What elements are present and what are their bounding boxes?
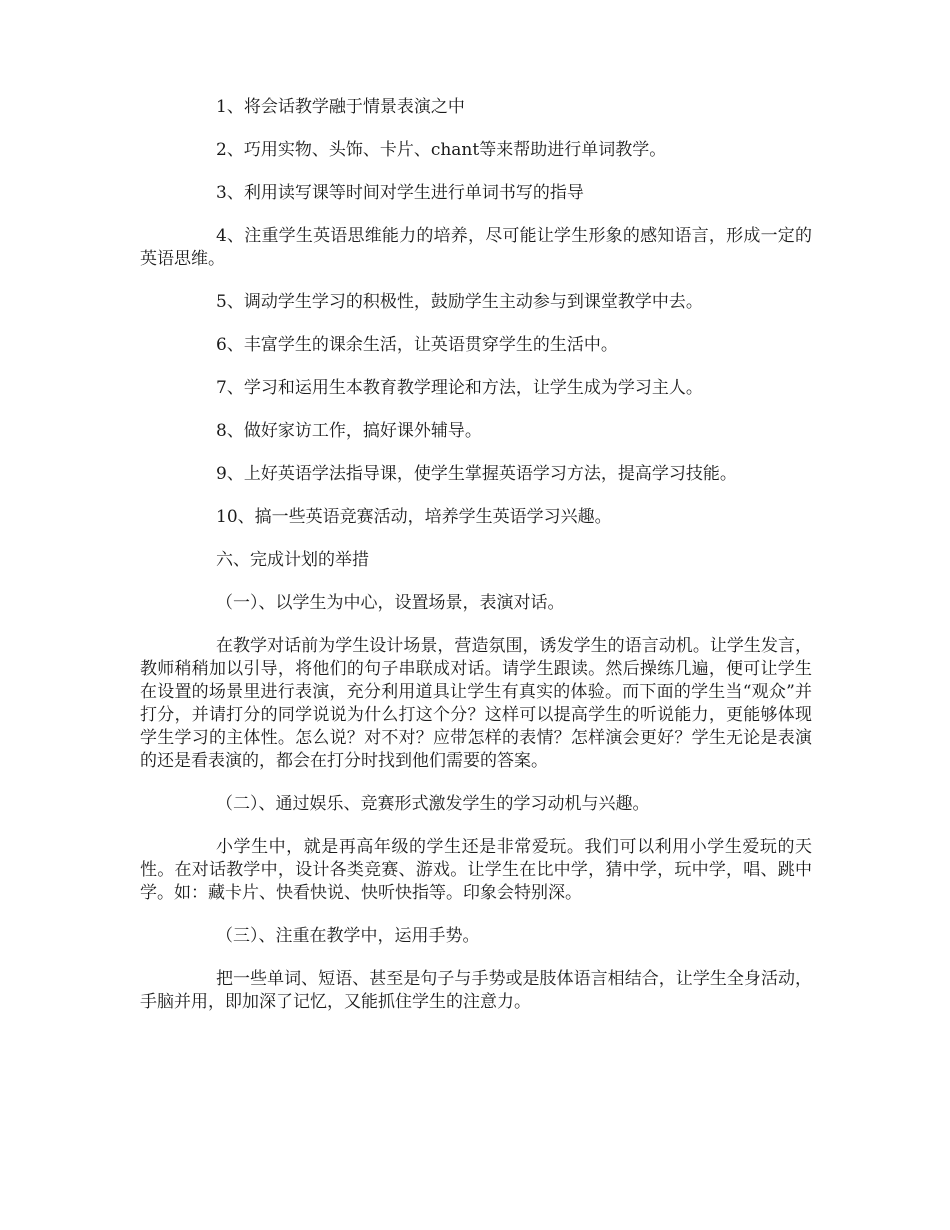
list-item-3: 3、利用读写课等时间对学生进行单词书写的指导 [216, 183, 584, 203]
subheading-2: （二）、通过娱乐、竞赛形式激发学生的学习动机与兴趣。 [216, 794, 650, 814]
body-paragraph-3: 把一些单词、短语、甚至是句子与手势或是肢体语言相结合，让学生全身活动，手脑并用，即加深了记忆，又能抓住学生的注意力。 [140, 969, 812, 1012]
list-item-5: 5、调动学生学习的积极性，鼓励学生主动参与到课堂教学中去。 [216, 292, 703, 312]
list-item-10: 10、搞一些英语竞赛活动，培养学生英语学习兴趣。 [216, 507, 612, 527]
document-body [140, 96, 812, 1034]
list-item-8: 8、做好家访工作，搞好课外辅导。 [216, 421, 482, 441]
list-item-4: 4、注重学生英语思维能力的培养，尽可能让学生形象的感知语言，形成一定的英语思维。 [140, 226, 812, 269]
body-paragraph-2: 小学生中，就是再高年级的学生还是非常爱玩。我们可以利用小学生爱玩的天性。在对话教学中，设计各类竞赛、游戏。让学生在比中学，猜中学，玩中学，唱、跳中学。如：藏卡片、快看快说、快听快指等。印象会特别深。 [140, 837, 812, 903]
list-item-1: 1、将会话教学融于情景表演之中 [216, 97, 465, 117]
section-heading: 六、完成计划的举措 [216, 550, 369, 570]
list-item-2: 2、巧用实物、头饰、卡片、chant等来帮助进行单词教学。 [216, 140, 667, 160]
subheading-1: （一）、以学生为中心，设置场景，表演对话。 [216, 593, 565, 613]
list-item-9: 9、上好英语学法指导课，使学生掌握英语学习方法，提高学习技能。 [216, 464, 737, 484]
list-item-7: 7、学习和运用生本教育教学理论和方法，让学生成为学习主人。 [216, 378, 703, 398]
list-item-6: 6、丰富学生的课余生活，让英语贯穿学生的生活中。 [216, 335, 618, 355]
subheading-3: （三）、注重在教学中，运用手势。 [216, 926, 480, 946]
body-paragraph-1: 在教学对话前为学生设计场景，营造氛围，诱发学生的语言动机。让学生发言，教师稍稍加以引导，将他们的句子串联成对话。请学生跟读。然后操练几遍，便可让学生在设置的场景里进行表演，充分利用道具让学生有真实的体验。而下面的学生当“观众”并打分，并请打分的同学说说为什么打这个分？这样可以提高学生的听说能力，更能够体现学生学习的主体性。怎么说？对不对？应带怎样的表情？怎样演会更好？学生无论是表演的还是看表演的，都会在打分时找到他们需要的答案。 [140, 636, 812, 771]
